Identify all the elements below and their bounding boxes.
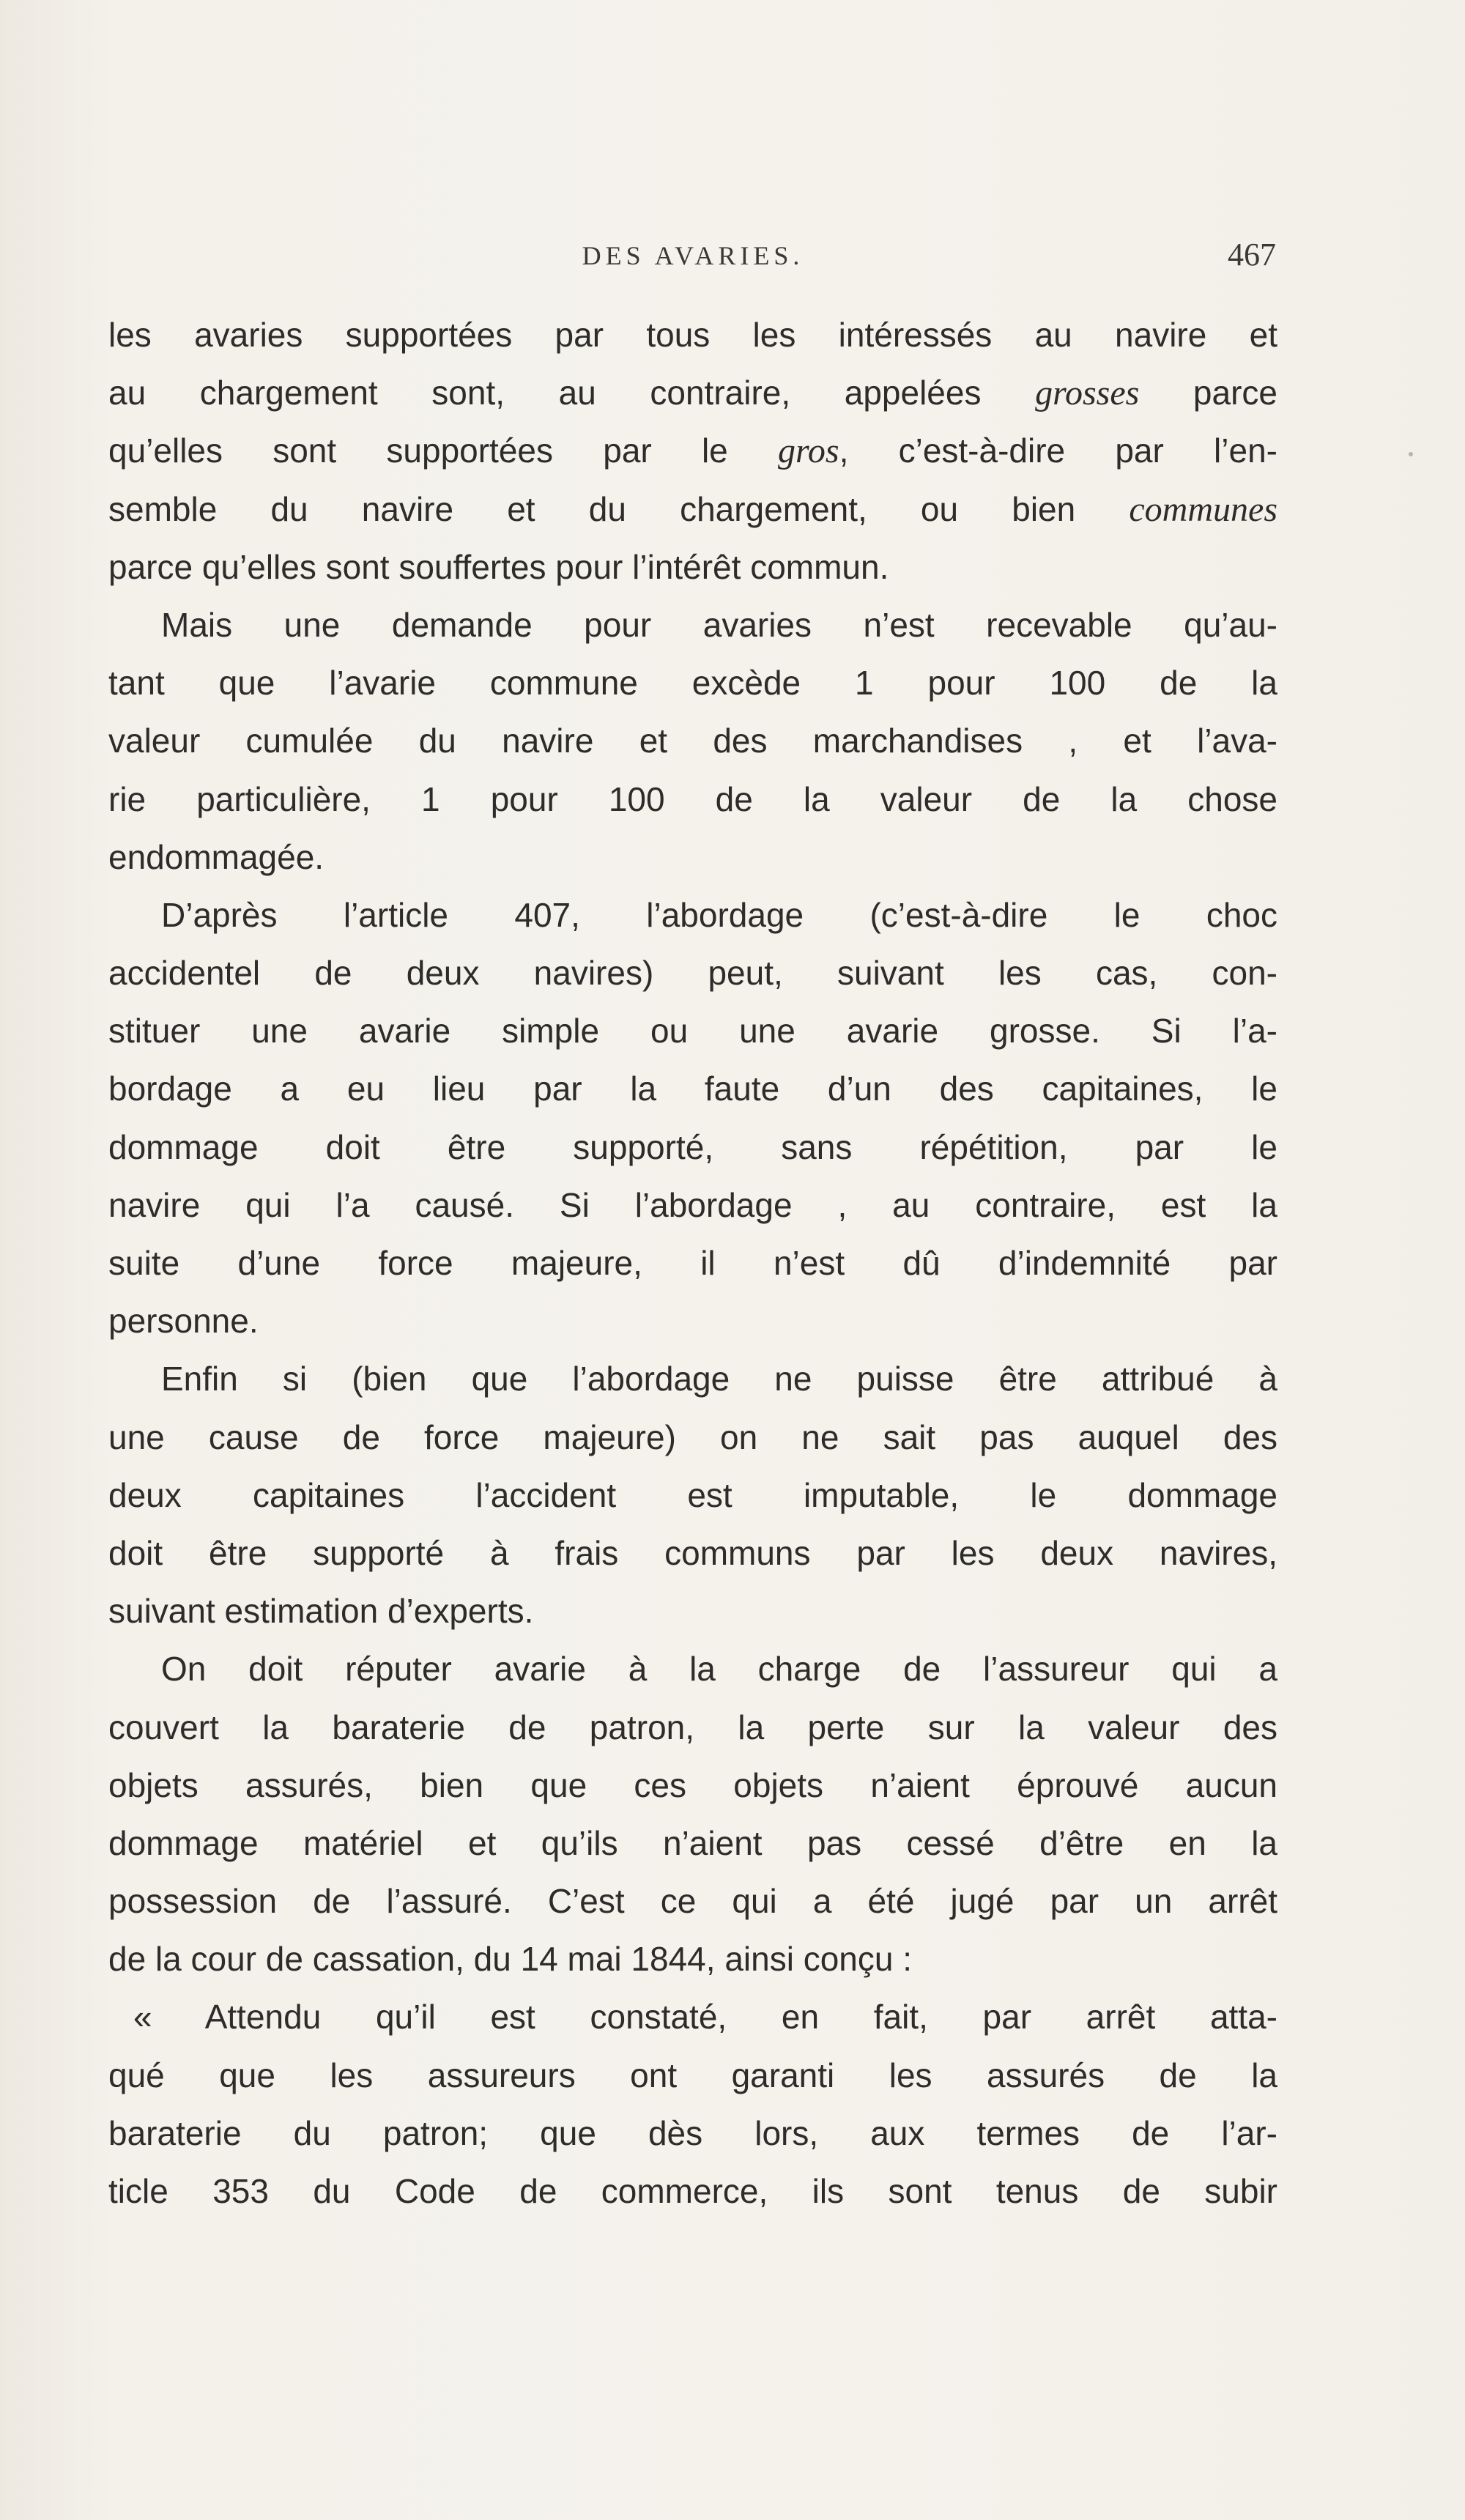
italic-term: communes <box>1129 489 1277 529</box>
text-line: possession de l’assuré. C’est ce qui a été jugé par un arrêt <box>108 1882 1277 1921</box>
text-line: personne. <box>108 1302 259 1341</box>
running-head <box>110 237 1276 284</box>
text-line: les avaries supportées par tous les intéressés au navire et <box>108 316 1277 354</box>
body-text <box>108 306 1277 2220</box>
paper-speck <box>1409 452 1413 456</box>
text-line: semble du navire et du chargement, ou bien communes <box>108 489 1277 529</box>
text-line: endommagée. <box>108 837 324 876</box>
text-line: qu’elles sont supportées par le gros, c’est-à-dire par l’en- <box>108 431 1277 471</box>
text-line: de la cour de cassation, du 14 mai 1844, ainsi conçu : <box>108 1940 913 1979</box>
paragraph-start: D’après l’article 407, l’abordage (c’est-à-dire le choc <box>161 895 1277 934</box>
text-line: doit être supporté à frais communs par les deux navires, <box>108 1533 1277 1572</box>
text-line: suite d’une force majeure, il n’est dû d’indemnité par <box>108 1244 1277 1282</box>
page-number: 467 <box>1228 237 1276 273</box>
text-line: qué que les assureurs ont garanti les assurés de la <box>108 2056 1277 2094</box>
text-line: rie particulière, 1 pour 100 de la valeur de la chose <box>108 779 1277 818</box>
quotation-start: « Attendu qu’il est constaté, en fait, par arrêt atta- <box>133 1998 1277 2037</box>
text-line: valeur cumulée du navire et des marchandises , et l’ava- <box>108 722 1277 760</box>
text-line: couvert la baraterie de patron, la perte sur la valeur des <box>108 1708 1277 1746</box>
text-line: stituer une avarie simple ou une avarie grosse. Si l’a- <box>108 1012 1277 1050</box>
italic-term: grosses <box>1035 374 1140 413</box>
text-line: navire qui l’a causé. Si l’abordage , au contraire, est la <box>108 1185 1277 1224</box>
text-line: parce qu’elles sont souffertes pour l’intérêt commun. <box>108 547 889 586</box>
text-line: suivant estimation d’experts. <box>108 1592 534 1631</box>
running-title: DES AVARIES. <box>582 241 804 270</box>
text-line: au chargement sont, au contraire, appelées grosses parce <box>108 374 1277 413</box>
text-line: bordage a eu lieu par la faute d’un des capitaines, le <box>108 1070 1277 1108</box>
paragraph-start: On doit réputer avarie à la charge de l’assureur qui a <box>161 1650 1277 1689</box>
text-line: objets assurés, bien que ces objets n’aient éprouvé aucun <box>108 1765 1277 1804</box>
text-line: tant que l’avarie commune excède 1 pour 100 de la <box>108 664 1277 703</box>
paragraph-start: Mais une demande pour avaries n’est recevable qu’au- <box>161 605 1277 644</box>
text-line: dommage matériel et qu’ils n’aient pas cessé d’être en la <box>108 1823 1277 1862</box>
text-line: dommage doit être supporté, sans répétition, par le <box>108 1127 1277 1166</box>
text-line: ticle 353 du Code de commerce, ils sont tenus de subir <box>108 2172 1277 2210</box>
paragraph-start: Enfin si (bien que l’abordage ne puisse être attribué à <box>161 1360 1277 1398</box>
text-line: deux capitaines l’accident est imputable, le dommage <box>108 1475 1277 1514</box>
text-line: une cause de force majeure) on ne sait pas auquel des <box>108 1418 1277 1456</box>
text-line: baraterie du patron; que dès lors, aux termes de l’ar- <box>108 2113 1277 2152</box>
text-line: accidentel de deux navires) peut, suivant les cas, con- <box>108 954 1277 993</box>
italic-term: gros <box>778 431 839 471</box>
